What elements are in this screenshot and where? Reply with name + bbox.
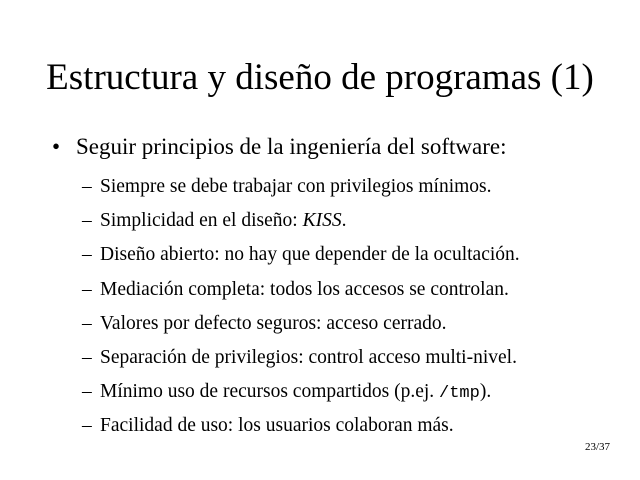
sub-bullet-item: [82, 173, 520, 207]
dash-icon: –: [82, 346, 92, 368]
sub-bullet-text: Diseño abierto: no hay que depender de la ocultación.: [100, 244, 520, 266]
sub-bullet-text: Facilidad de uso: los usuarios colaboran más.: [100, 415, 454, 437]
bullet-icon: •: [52, 134, 61, 159]
sub-bullet-suffix: ).: [479, 381, 492, 403]
sub-bullet-list: [82, 173, 520, 447]
sub-bullet-item: [82, 344, 520, 378]
sub-bullet-item: [82, 412, 520, 446]
dash-icon: –: [82, 176, 92, 197]
dash-icon: –: [82, 312, 92, 334]
sub-bullet-text: Separación de privilegios: control acceso multi-nivel.: [100, 346, 517, 368]
slide-title: Estructura y diseño de programas (1): [46, 57, 594, 98]
main-bullet: [52, 133, 506, 161]
code-path: /tmp: [439, 384, 480, 404]
dash-icon: –: [82, 278, 92, 300]
dash-icon: –: [82, 244, 92, 266]
sub-bullet-item: [82, 241, 520, 275]
page-number: 23/37: [585, 441, 611, 453]
sub-bullet-text: Simplicidad en el diseño:: [100, 210, 303, 232]
sub-bullet-text: Valores por defecto seguros: acceso cerrado.: [100, 312, 447, 334]
sub-bullet-item: [82, 276, 520, 310]
sub-bullet-text: Mediación completa: todos los accesos se controlan.: [100, 278, 509, 300]
sub-bullet-suffix: .: [341, 210, 347, 232]
dash-icon: –: [82, 415, 92, 437]
sub-bullet-text: Mínimo uso de recursos compartidos (p.ej.: [100, 381, 440, 403]
sub-bullet-item: [82, 310, 520, 344]
dash-icon: –: [82, 210, 92, 232]
sub-bullet-item: [82, 378, 520, 412]
kiss-emphasis: KISS: [302, 210, 342, 232]
sub-bullet-item: [82, 207, 520, 241]
sub-bullet-text: Siempre se debe trabajar con privilegios mínimos.: [100, 176, 492, 197]
main-bullet-text: Seguir principios de la ingeniería del software:: [76, 134, 507, 159]
dash-icon: –: [82, 381, 92, 403]
